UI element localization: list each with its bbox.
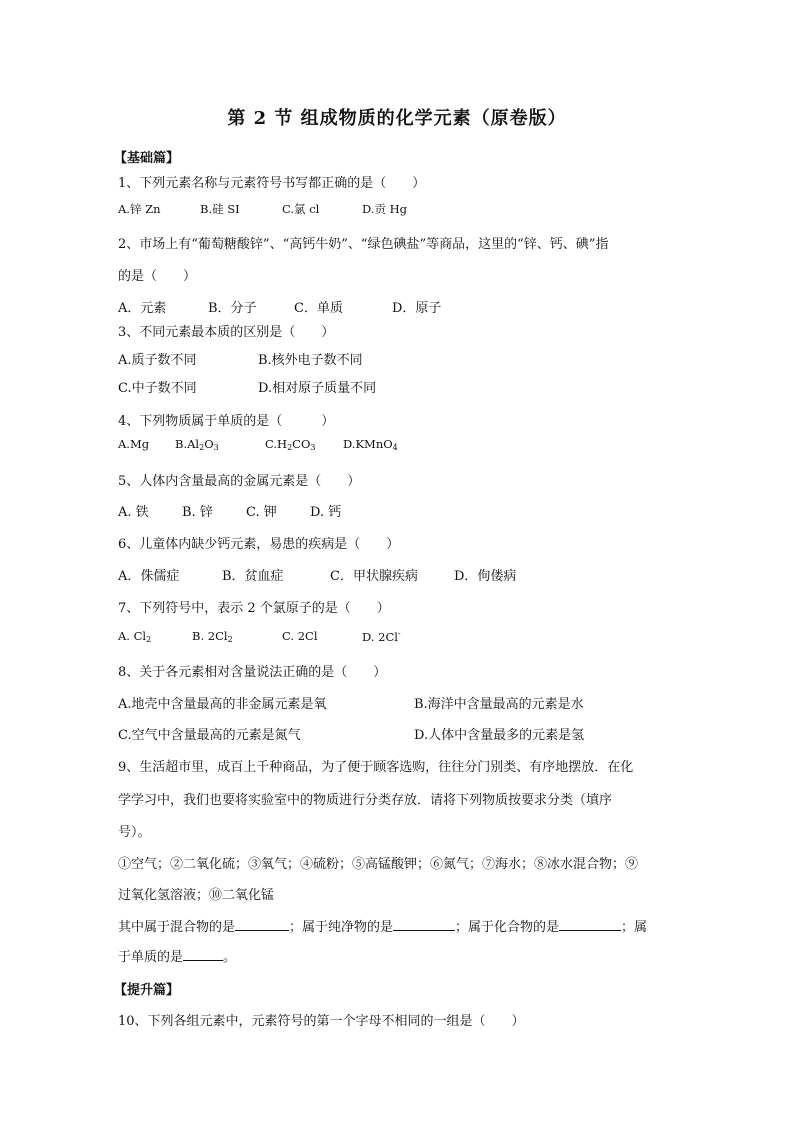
q4-option-d: D.KMnO$_4$ (343, 437, 398, 452)
q4-option-c: $C.H_2CO_3$ (265, 437, 316, 452)
section-advanced: 【提升篇】 (114, 983, 180, 998)
q5-option-b: B. 锌 (182, 505, 213, 520)
q6-option-d: D．佝偻病 (454, 569, 517, 584)
question-5-stem: 5、人体内含量最高的金属元素是（ ） (118, 474, 361, 489)
question-9-blanks-line-1: 其中属于混合物的是 ；属于纯净物的是 ；属于化合物的是 ；属 (118, 920, 648, 935)
q2-option-b: B．分子 (208, 301, 257, 316)
q4-option-a: A.Mg (118, 437, 150, 451)
q8-option-a: A.地壳中含量最高的非金属元素是氧 (118, 697, 327, 712)
q5-option-c: C. 钾 (246, 505, 277, 520)
question-2-stem-line2: 的是（ ） (118, 269, 197, 284)
q6-option-a: A．侏儒症 (118, 569, 180, 584)
q2-option-a: A．元素 (118, 301, 167, 316)
question-7-stem: 7、下列符号中，表示 2 个氯原子的是（ ） (118, 601, 390, 616)
question-8-stem: 8、关于各元素相对含量说法正确的是（ ） (118, 665, 387, 680)
q1-option-a: A.锌 Zn (118, 202, 161, 216)
question-1-stem: 1、下列元素名称与元素符号书写都正确的是（ ） (118, 176, 426, 191)
q3-option-d: D.相对原子质量不同 (258, 381, 377, 396)
q2-option-c: C．单质 (294, 301, 343, 316)
q1-option-d: D.贡 Hg (362, 202, 408, 216)
q3-option-b: B.核外电子数不同 (258, 353, 363, 368)
question-10-stem: 10、下列各组元素中，元素符号的第一个字母不相同的一组是（ ） (118, 1014, 525, 1029)
blank-elements[interactable] (183, 948, 223, 961)
q3-option-a: A.质子数不同 (118, 353, 197, 368)
q6-option-c: C．甲状腺疾病 (330, 569, 418, 584)
q8-option-b: B.海洋中含量最高的元素是水 (414, 697, 584, 712)
q7-option-b: B. $2Cl_2$ (192, 629, 233, 644)
q3-option-c: C.中子数不同 (118, 381, 197, 396)
question-4-stem: 4、下列物质属于单质的是（ ） (118, 414, 335, 429)
question-9-line-5: 过氧化氢溶液；⑩二氧化锰 (118, 888, 275, 903)
question-9-line-3: 号）。 (118, 825, 151, 840)
q7-option-c: C. 2Cl (282, 629, 318, 643)
q1-option-c: C.氯 cl (282, 202, 320, 216)
question-6-stem: 6、儿童体内缺少钙元素，易患的疾病是（ ） (118, 537, 400, 552)
question-9-line-4: ①空气；②二氧化硫；③氧气；④硫粉；⑤高锰酸钾；⑥氮气；⑦海水；⑧冰水混合物；⑨ (118, 857, 639, 872)
blank-compounds[interactable] (559, 918, 621, 931)
q5-option-a: A. 铁 (118, 505, 149, 520)
question-9-line-1: 9、生活超市里，成百上千种商品，为了便于顾客选购，往往分门别类、有序地摆放．在化 (118, 760, 634, 775)
blank-pure-substances[interactable] (393, 918, 455, 931)
section-basic: 【基础篇】 (114, 151, 180, 166)
question-9-blanks-line-2: 于单质的是 。 (118, 950, 237, 965)
q7-option-d: D. 2Cl- (362, 629, 401, 644)
page-title: 第 2 节 组成物质的化学元素（原卷版） (227, 108, 567, 129)
q2-option-d: D．原子 (392, 301, 442, 316)
question-3-stem: 3、不同元素最本质的区别是（ ） (118, 325, 335, 340)
q4-option-b: $B.Al_2O_3$ (175, 437, 219, 452)
q8-option-c: C.空气中含量最高的元素是氮气 (118, 728, 301, 743)
question-9-line-2: 学学习中，我们也要将实验室中的物质进行分类存放．请将下列物质按要求分类（填序 (118, 793, 613, 808)
q1-option-b: B.硅 SI (200, 202, 240, 216)
q6-option-b: B．贫血症 (222, 569, 284, 584)
q5-option-d: D. 钙 (310, 505, 342, 520)
blank-mixtures[interactable] (235, 918, 289, 931)
q8-option-d: D.人体中含量最多的元素是氢 (414, 728, 585, 743)
q7-option-a: A. $Cl_2$ (118, 629, 152, 644)
question-2-stem-line1: 2、市场上有“葡萄糖酸锌”、“高钙牛奶”、“绿色碘盐”等商品，这里的“锌、钙、碘”指 (118, 237, 609, 252)
